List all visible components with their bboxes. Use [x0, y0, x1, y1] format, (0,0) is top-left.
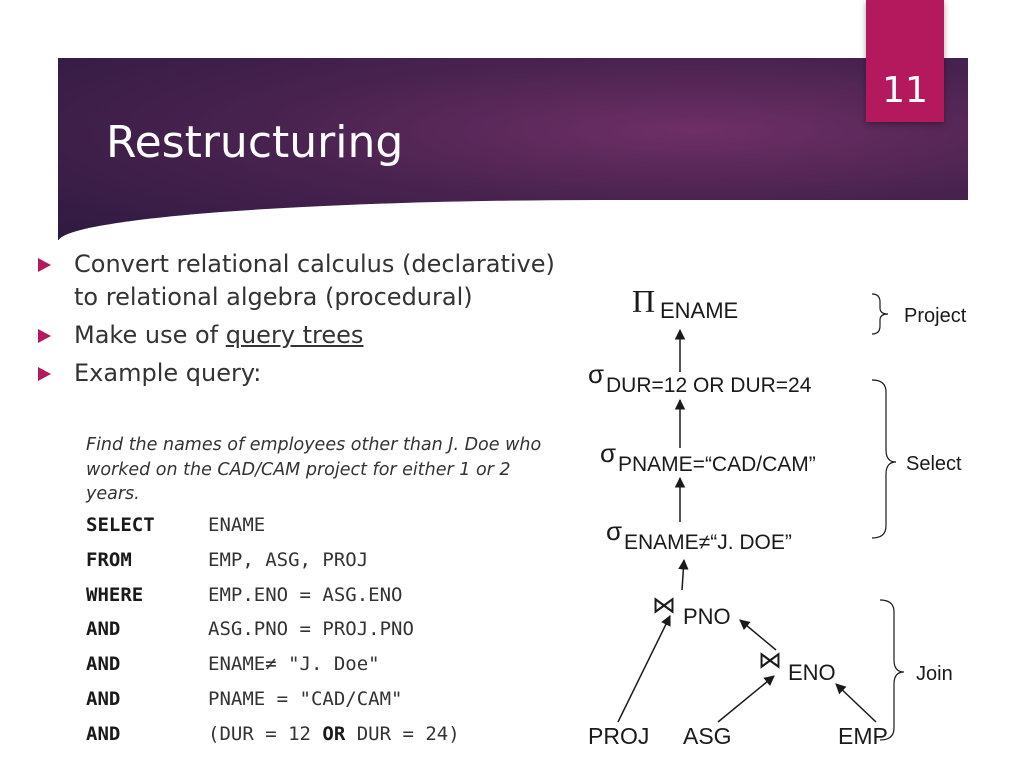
tree-edge — [682, 560, 684, 590]
join-operator-symbol: ⋈ — [758, 646, 782, 674]
project-operator-attrs: ENAME — [660, 298, 739, 323]
sql-or-keyword: OR — [322, 722, 346, 745]
select-label: Select — [906, 453, 962, 475]
select-pname-condition: PNAME=“CAD/CAM” — [618, 453, 816, 476]
sql-keyword: FROM — [86, 548, 132, 571]
select-operator-symbol: σ — [606, 516, 623, 546]
select-brace — [872, 380, 896, 538]
select-operator-symbol: σ — [600, 438, 617, 468]
tree-edge — [718, 676, 774, 722]
leaf-asg: ASG — [683, 723, 732, 749]
bullet-text: Make use of — [74, 321, 226, 349]
sql-value: ENAME — [208, 514, 266, 536]
slide-number: 11 — [882, 70, 928, 111]
query-trees-link[interactable]: query trees — [225, 321, 364, 349]
project-operator-symbol: Π — [632, 283, 656, 319]
join-operator-symbol: ⋈ — [652, 591, 676, 619]
project-label: Project — [904, 305, 967, 327]
sql-keyword: SELECT — [86, 514, 155, 536]
project-brace — [872, 294, 888, 334]
sql-value: ENAME≠ "J. Doe" — [208, 653, 380, 676]
tree-edge — [618, 616, 670, 722]
tree-edge — [836, 684, 876, 722]
sql-keyword: WHERE — [86, 583, 144, 606]
sql-keyword: AND — [86, 687, 121, 710]
join-brace — [880, 600, 904, 740]
sql-value-after: DUR = 24) — [345, 722, 460, 745]
sql-value: EMP, ASG, PROJ — [208, 548, 369, 571]
sql-keyword: AND — [86, 618, 121, 641]
slide-title: Restructuring — [106, 117, 404, 168]
bullet-text: Convert relational calculus (declarative) to relational algebra (procedural) — [74, 250, 555, 311]
join-pno-attr: PNO — [683, 604, 731, 629]
sql-value: ASG.PNO = PROJ.PNO — [208, 618, 414, 641]
sql-value: PNAME = "CAD/CAM" — [208, 687, 403, 710]
join-eno-attr: ENO — [788, 660, 836, 685]
sql-value-before: (DUR = 12 — [208, 722, 323, 745]
sql-keyword: AND — [86, 653, 121, 676]
join-label: Join — [916, 663, 953, 685]
select-dur-condition: DUR=12 OR DUR=24 — [606, 374, 812, 397]
select-operator-symbol: σ — [588, 359, 605, 389]
sql-keyword: AND — [86, 722, 121, 745]
select-ename-condition: ENAME≠“J. DOE” — [624, 531, 792, 554]
leaf-proj: PROJ — [588, 723, 650, 749]
leaf-emp: EMP — [838, 723, 888, 749]
example-description: Find the names of employees other than J. Doe who worked on the CAD/CAM project for either 1 or 2 years. — [86, 435, 542, 504]
bullet-text: Example query: — [74, 359, 262, 387]
sql-value: EMP.ENO = ASG.ENO — [208, 583, 403, 606]
